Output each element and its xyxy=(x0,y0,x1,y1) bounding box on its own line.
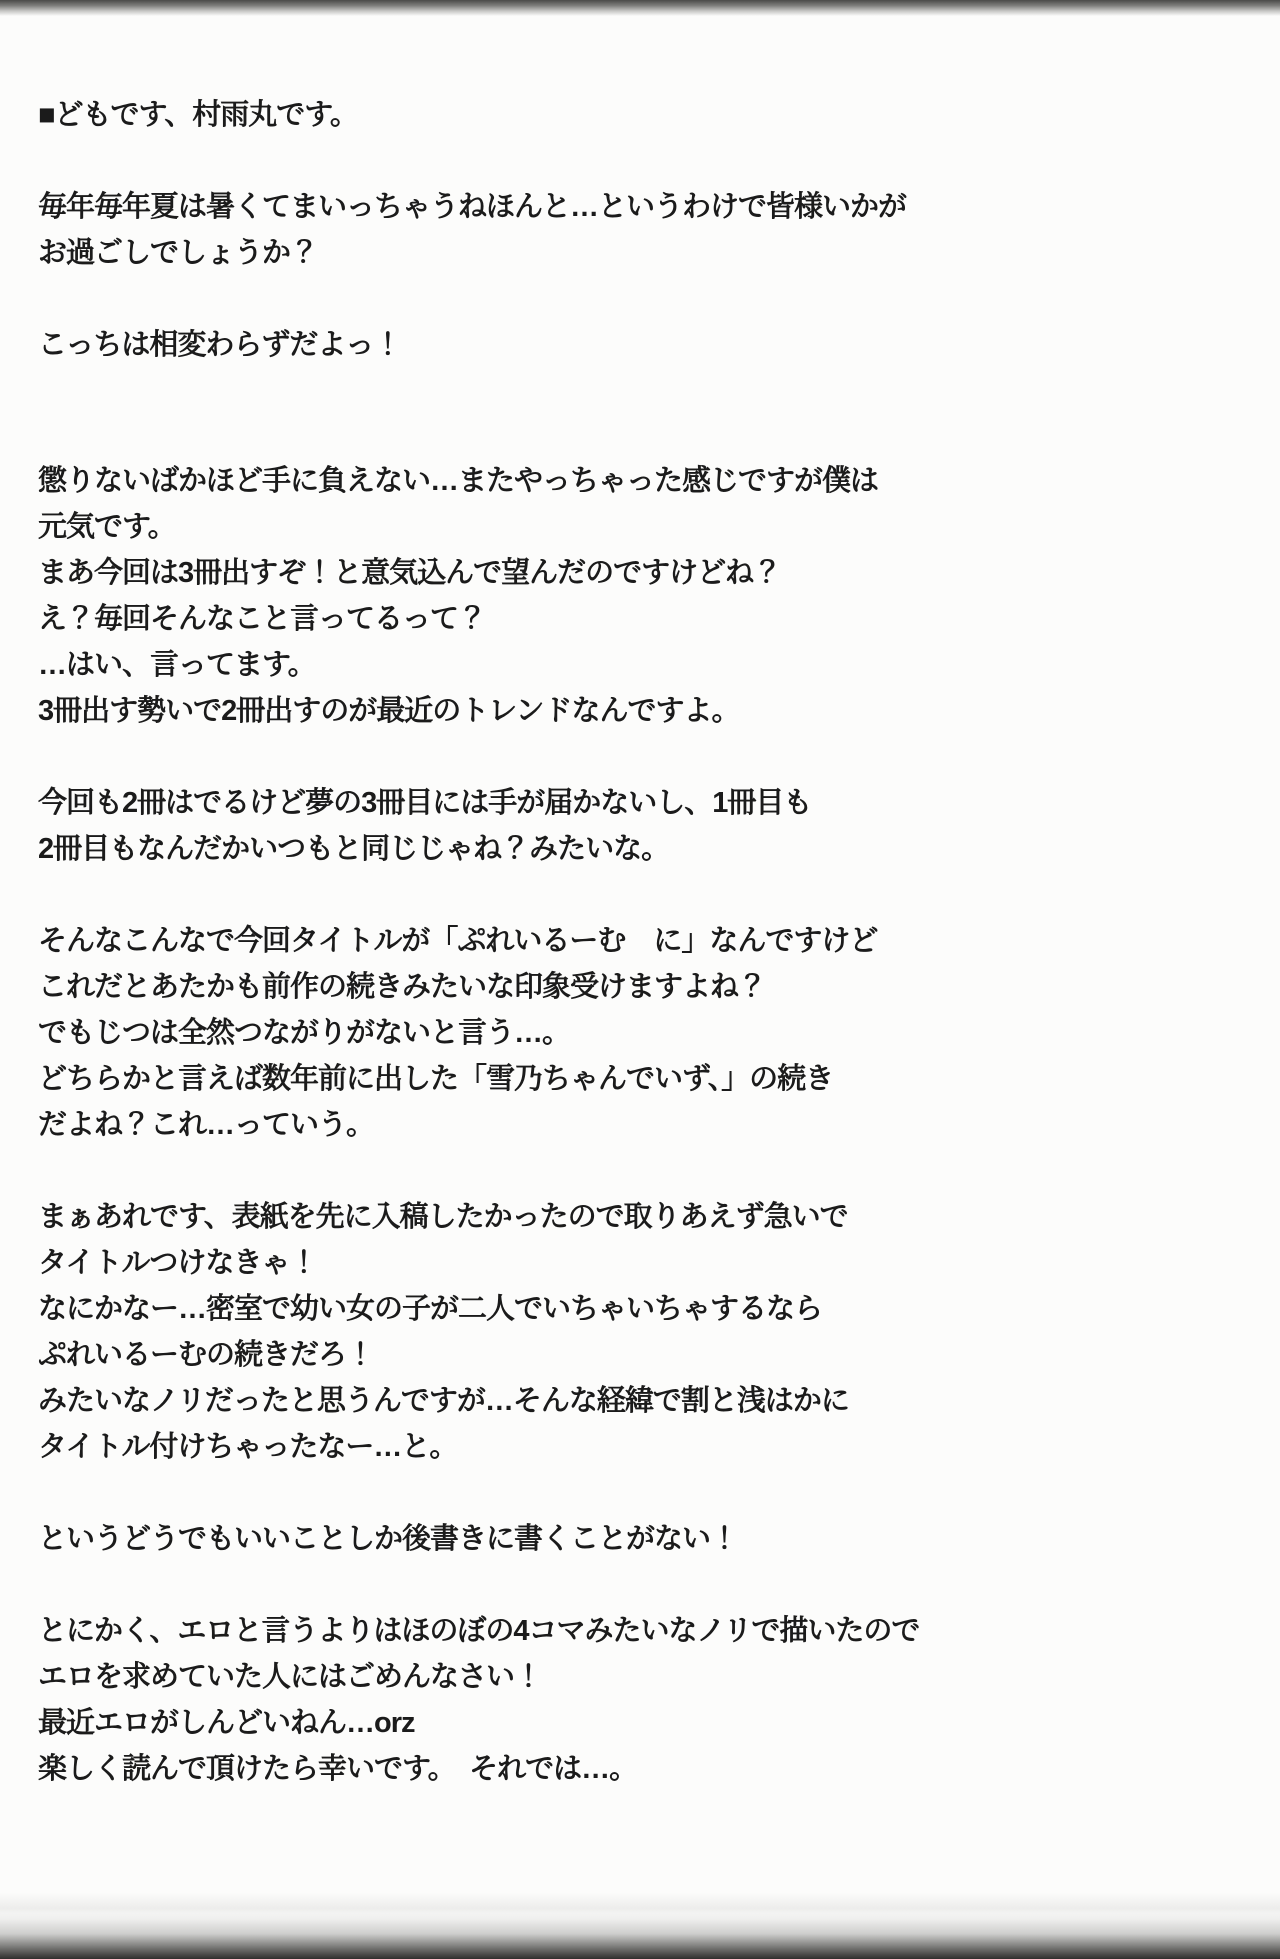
text-line: ■どもです、村雨丸です。 xyxy=(38,99,358,131)
text-line: こっちは相変わらずだよっ！ xyxy=(38,329,402,361)
text-line: 最近エロがしんどいねん…orz xyxy=(38,1707,415,1739)
text-line: お過ごしでしょうか？ xyxy=(38,237,319,269)
text-line: みたいなノリだったと思うんですが…そんな経緯で割と浅はかに xyxy=(38,1385,849,1417)
text-line: 楽しく読んで頂けたら幸いです。 それでは…。 xyxy=(38,1753,638,1785)
text-line: まぁあれです、表紙を先に入稿したかったので取りあえず急いで xyxy=(38,1201,848,1233)
text-line: 元気です。 xyxy=(38,511,176,543)
afterword-text xyxy=(38,92,1240,1792)
text-line: エロを求めていた人にはごめんなさい！ xyxy=(38,1661,543,1693)
text-line: …はい、言ってます。 xyxy=(38,649,316,681)
text-line: タイトル付けちゃったなー…と。 xyxy=(38,1431,458,1463)
text-line: 今回も2冊はでるけど夢の3冊目には手が届かないし、1冊目も xyxy=(38,787,812,819)
text-line: そんなこんなで今回タイトルが「ぷれいるーむ に」なんですけど xyxy=(38,925,878,957)
text-line: タイトルつけなきゃ！ xyxy=(38,1247,318,1279)
text-line: でもじつは全然つながりがないと言う…。 xyxy=(38,1017,571,1049)
text-line: どちらかと言えば数年前に出した「雪乃ちゃんでいず、」の続き xyxy=(38,1063,834,1095)
text-line: これだとあたかも前作の続きみたいな印象受けますよね？ xyxy=(38,971,767,1003)
text-line: 毎年毎年夏は暑くてまいっちゃうねほんと…というわけで皆様いかが xyxy=(38,191,907,223)
text-line: なにかなー…密室で幼い女の子が二人でいちゃいちゃするなら xyxy=(38,1293,823,1325)
scan-edge-bottom xyxy=(0,1913,1280,1959)
text-line: え？毎回そんなこと言ってるって？ xyxy=(38,603,487,635)
text-line: 懲りないばかほど手に負えない…またやっちゃった感じですが僕は xyxy=(38,465,879,497)
text-line: ぷれいるーむの続きだろ！ xyxy=(38,1339,375,1371)
text-line: まあ今回は3冊出すぞ！と意気込んで望んだのですけどね？ xyxy=(38,557,782,589)
text-line: だよね？これ…っていう。 xyxy=(38,1109,375,1141)
text-line: 2冊目もなんだかいつもと同じじゃね？みたいな。 xyxy=(38,833,670,865)
text-line: 3冊出す勢いで2冊出すのが最近のトレンドなんですよ。 xyxy=(38,695,740,727)
text-line: とにかく、エロと言うよりはほのぼの4コマみたいなノリで描いたので xyxy=(38,1615,920,1647)
text-line: というどうでもいいことしか後書きに書くことがない！ xyxy=(38,1523,739,1555)
scan-edge-top xyxy=(0,0,1280,16)
